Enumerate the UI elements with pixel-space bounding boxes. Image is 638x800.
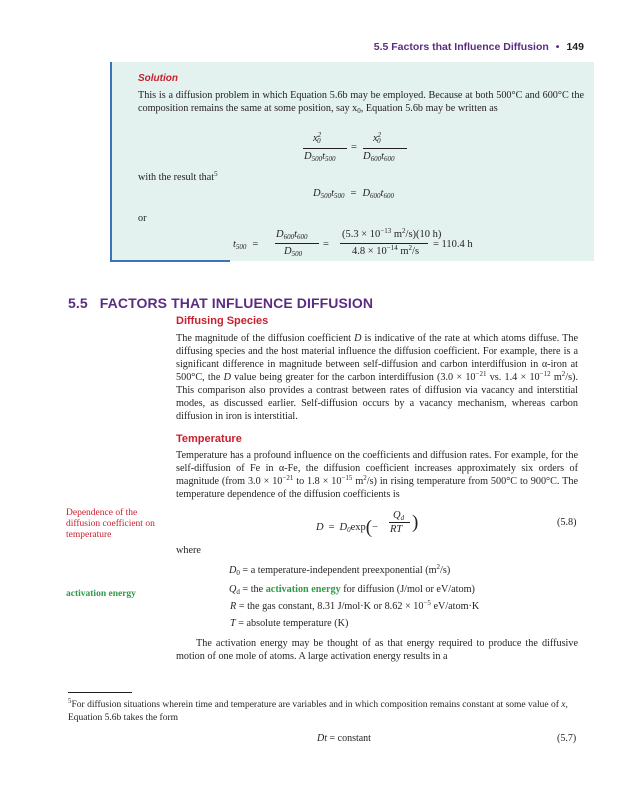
eq3-equals-1: = <box>323 239 329 250</box>
eq3-result: = 110.4 h <box>433 239 473 250</box>
eq3-frac2-bar <box>340 243 428 244</box>
solution-label: Solution <box>138 73 178 84</box>
with-result-line: with the result that$^5$ <box>138 170 218 183</box>
eq3-lhs: $t_{500}$ = <box>233 239 259 251</box>
footnote-rule <box>68 692 132 693</box>
equation-5-8: $D = D_0\exp(-$ <box>316 517 379 538</box>
eq3-frac2-den: $4.8 \times 10^{-14}$ $m^2/s$ <box>352 244 420 257</box>
eq1-lhs-denominator: $D_{500}t_{500}$ <box>304 151 336 163</box>
solution-box-left-rule <box>110 62 112 262</box>
temperature-paragraph: Temperature has a profound influence on the coefficients and diffusion rates. For example, for the self-diffusion of Fe in α-Fe, the diffusion coefficient increases approximately six orders of magnitude (from $3.0 \times 10^{-21}$ to $1.8 \times 10^{-15}$ $m^2/s$) in rising temperature from 500°C to 900°C. The temperature dependence of the diffusion coefficients is <box>176 450 578 500</box>
eq1-rhs-denominator: $D_{600}t_{600}$ <box>363 151 395 163</box>
where-label: where <box>176 545 201 556</box>
equation-5-8-number: (5.8) <box>557 517 577 528</box>
subhead-diffusing-species: Diffusing Species <box>176 315 269 327</box>
margin-note-temperature-dependence: Dependence of the diffusion coefficient on temperature <box>66 508 155 540</box>
where-r: R = the gas constant, 8.31 J/mol·K or $8.62 \times 10^{-5}$ eV/atom·K <box>230 599 480 612</box>
eq1-rhs-bar <box>363 148 407 149</box>
equation-5-8-bar <box>389 522 410 523</box>
eq3-frac1-bar <box>275 243 319 244</box>
equation-5-8-denominator: RT <box>390 524 403 535</box>
equation-5-8-close-paren: ) <box>412 512 419 533</box>
where-d0: $D_0 = a$ temperature-independent preexponential $(m^2/s)$ <box>229 563 451 577</box>
margin-term-activation-energy: activation energy <box>66 589 136 599</box>
eq2: $D_{500}t_{500} = D_{600}t_{600}$ <box>313 188 394 200</box>
solution-text-b: , Equation 5.6b may be written as <box>360 103 498 114</box>
solution-paragraph <box>138 89 584 115</box>
section-title-text: FACTORS THAT INFLUENCE DIFFUSION <box>99 295 374 311</box>
header-separator: • <box>555 41 560 53</box>
footnote-equation-number: (5.7) <box>557 733 577 744</box>
eq1-lhs-bar <box>303 148 347 149</box>
eq3-frac2-num: ($5.3 \times 10^{-13}$ $m^2/s)(10$ h) <box>342 227 442 240</box>
footnote: $^5$For diffusion situations wherein time and temperature are variables and in which composition remains constant at some value of x, Equation 5.6b takes the form <box>68 697 568 723</box>
eq1-rhs-numerator: $x^2_0$ <box>373 131 382 145</box>
section-number: 5.5 <box>68 295 88 311</box>
eq1-lhs-numerator: $x^2_0$ <box>313 131 322 145</box>
subhead-temperature: Temperature <box>176 433 242 445</box>
eq1-equals: = <box>351 142 357 153</box>
solution-text-a: This is a diffusion problem in which Equation 5.6b may be employed. Because at both 500°C and 600°C the composition remains the same at some position, say x <box>138 90 584 114</box>
diffusing-species-paragraph: The magnitude of the diffusion coefficient D is indicative of the rate at which atoms diffuse. The diffusing species and the host material influence the diffusion coefficient. For example, there is a significant difference in magnitude between self-diffusion and carbon interdiffusion in α-iron at 500°C, the D value being greater for the carbon interdiffusion ($3.0 \times 10^{-21}$ vs. $1.4 \times 10^{-12}$ $m^2/s$). This comparison also provides a contrast between rates of diffusion via vacancy and interstitial modes, as discussed earlier. Self-diffusion occurs by a vacancy mechanism, whereas carbon diffusion in iron is interstitial. <box>176 333 578 422</box>
footnote-equation: Dt = constant <box>317 733 371 744</box>
where-t: T = absolute temperature (K) <box>230 618 349 629</box>
section-title <box>68 295 373 311</box>
where-qd: $Q_d$ = the activation energy for diffusion (J/mol or eV/atom) <box>229 584 475 596</box>
running-header-title: 5.5 Factors that Influence Diffusion <box>373 41 549 53</box>
term-activation-energy: activation energy <box>265 584 341 595</box>
equation-5-8-numerator: $Q_d$ <box>393 510 405 522</box>
eq3-frac1-num: $D_{600}t_{600}$ <box>276 229 308 241</box>
running-header <box>374 41 584 53</box>
page-number: 149 <box>566 41 584 53</box>
eq3-frac1-den: $D_{500}$ <box>284 246 303 258</box>
solution-box-bottom-rule <box>110 260 230 262</box>
or-line: or <box>138 213 147 224</box>
solution-text-sub: 0 <box>357 107 361 115</box>
closing-paragraph: The activation energy may be thought of as that energy required to produce the diffusive motion of one mole of atoms. A large activation energy results in a <box>176 638 578 662</box>
